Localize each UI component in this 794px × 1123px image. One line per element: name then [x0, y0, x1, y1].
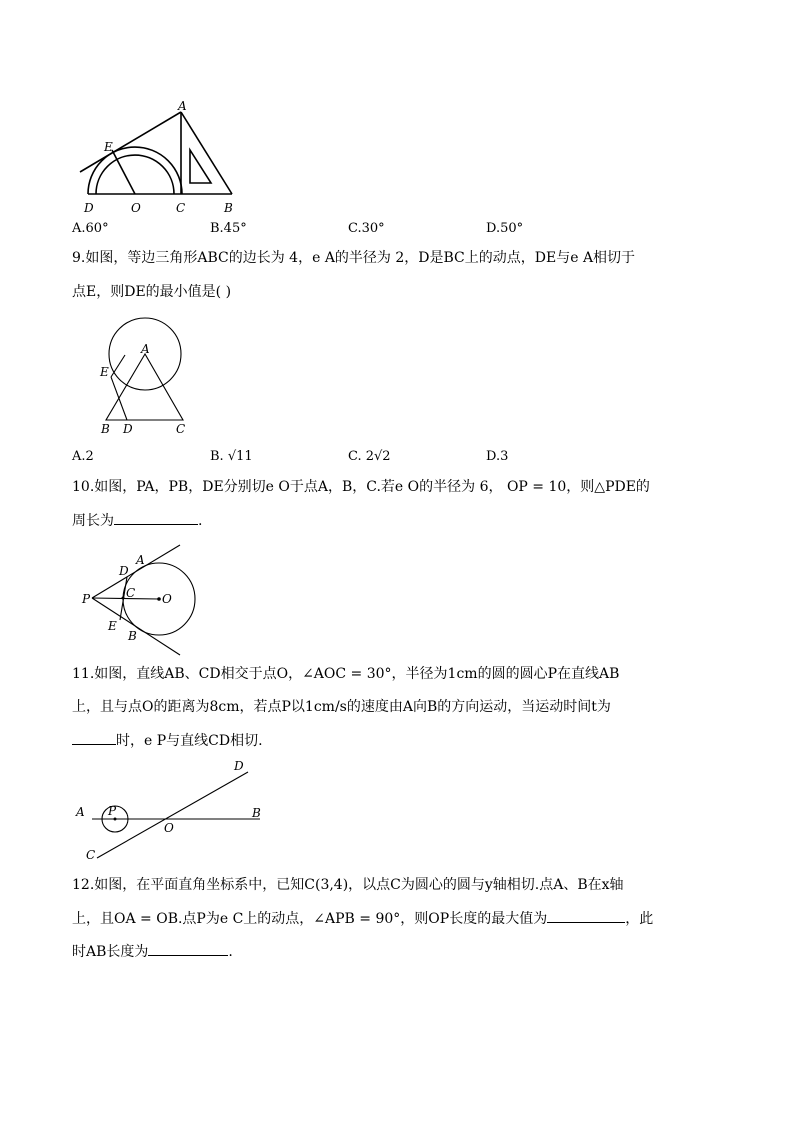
- label-d: D: [119, 564, 129, 578]
- label-d: D: [234, 759, 244, 773]
- q8-option-a: A.60°: [72, 221, 109, 236]
- label-c: C: [176, 422, 186, 436]
- q12-text-line1: 12.如图，在平面直角坐标系中，已知C(3,4)，以点C为圆心的圆与y轴相切.点A、B在x轴: [72, 877, 624, 893]
- label-a: A: [141, 342, 150, 356]
- label-d: D: [84, 201, 94, 215]
- label-e: E: [104, 140, 113, 154]
- q11-text-line2: 上，且与点O的距离为8cm，若点P以1cm/s的速度由A向B的方向运动，当运动时间t为: [72, 699, 611, 715]
- q8-option-c: C.30°: [348, 221, 385, 236]
- label-b: B: [101, 422, 110, 436]
- label-o: O: [131, 201, 141, 215]
- label-e: E: [108, 619, 117, 633]
- q9-text-line1: 9.如图，等边三角形ABC的边长为 4，e A的半径为 2，D是BC上的动点，DE与e A相切于: [72, 250, 636, 266]
- label-p: P: [108, 804, 117, 818]
- q8-option-d: D.50°: [486, 221, 524, 236]
- q8-option-b: B.45°: [210, 221, 247, 236]
- label-d: D: [123, 422, 133, 436]
- q12-answer-blank-op[interactable]: [547, 908, 625, 923]
- label-c: C: [126, 586, 136, 600]
- label-o: O: [164, 821, 174, 835]
- q11-text-line1: 11.如图，直线AB、CD相交于点O，∠AOC = 30°，半径为1cm的圆的圆心P在直线AB: [72, 666, 620, 682]
- q10-prefix: 周长为: [72, 513, 114, 529]
- q9-option-a: A.2: [72, 449, 94, 464]
- label-a: A: [136, 553, 145, 567]
- q12-text-line2: [72, 908, 653, 929]
- q9-option-c: C. 2√2: [348, 449, 391, 464]
- label-c: C: [86, 848, 96, 862]
- label-b: B: [128, 629, 137, 643]
- line-cd: [97, 772, 248, 858]
- label-b: B: [224, 201, 233, 215]
- q9-option-b: B. √11: [210, 449, 253, 464]
- q10-text-line1: 10.如图，PA，PB，DE分别切e O于点A，B，C.若e O的半径为 6， OP = 10，则△PDE的: [72, 479, 650, 495]
- q12-prefix-ab: 时AB长度为: [72, 944, 149, 960]
- label-e: E: [100, 365, 109, 379]
- q12-answer-blank-ab[interactable]: [148, 941, 228, 956]
- q12-end: .: [228, 944, 233, 960]
- q12-prefix: 上，且OA = OB.点P为e C上的动点，∠APB = 90°，则OP长度的最大值为: [72, 911, 548, 927]
- label-b: B: [252, 806, 261, 820]
- label-o: O: [162, 592, 172, 606]
- q9-text-line2: 点E，则DE的最小值是( ): [72, 284, 232, 300]
- label-p: P: [82, 592, 91, 606]
- q9-option-d: D.3: [486, 449, 509, 464]
- q12-mid: ，此: [625, 911, 654, 927]
- q12-text-line3: [72, 941, 233, 962]
- label-a: A: [76, 805, 85, 819]
- q11-suffix: 时，e P与直线CD相切.: [116, 733, 263, 749]
- label-c: C: [176, 201, 186, 215]
- label-a: A: [178, 99, 187, 113]
- q10-suffix: .: [198, 513, 203, 529]
